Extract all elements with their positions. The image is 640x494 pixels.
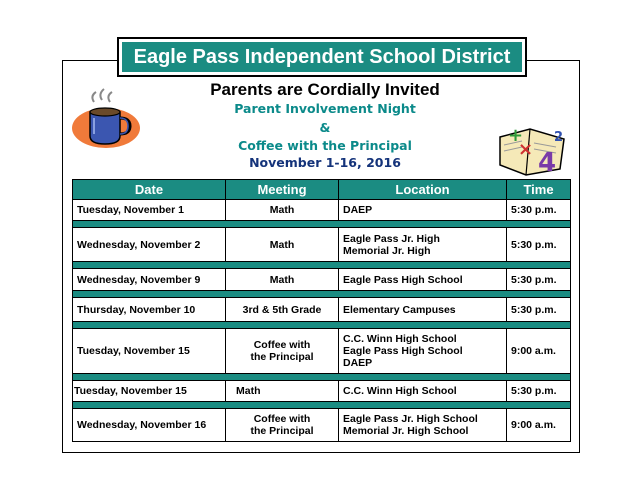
date-cell: Wednesday, November 9: [73, 269, 226, 291]
location-cell: Eagle Pass High School: [339, 269, 507, 291]
date-cell: Tuesday, November 15: [73, 329, 226, 374]
location-cell: C.C. Winn High School: [339, 381, 507, 402]
location-line: C.C. Winn High School: [343, 333, 457, 345]
district-title: Eagle Pass Independent School District: [122, 42, 522, 72]
location-line: Memorial Jr. High School: [343, 425, 469, 437]
meeting-line: Coffee with: [253, 339, 311, 351]
schedule-table: [72, 179, 571, 442]
table-row: [73, 329, 571, 374]
date-cell: Wednesday, November 2: [73, 228, 226, 262]
table-row: [73, 269, 571, 291]
location-cell: [339, 409, 507, 442]
table-row: [73, 200, 571, 221]
meeting-line: the Principal: [250, 351, 314, 363]
date-cell: Wednesday, November 16: [73, 409, 226, 442]
date-cell: Tuesday, November 15: [73, 381, 226, 402]
time-cell: 9:00 a.m.: [507, 409, 571, 442]
coffee-mug-icon: [72, 88, 142, 150]
event-title: Parent Involvement Night: [234, 101, 416, 116]
time-cell: 5:30 p.m.: [507, 200, 571, 221]
meeting-line: the Principal: [250, 425, 314, 437]
location-line: DAEP: [343, 357, 373, 369]
math-book-icon: [494, 115, 572, 177]
table-row: [73, 228, 571, 262]
meeting-cell: [226, 329, 339, 374]
svg-text:×: ×: [518, 139, 534, 160]
table-row: [73, 409, 571, 442]
meeting-cell: [226, 409, 339, 442]
time-cell: 5:30 p.m.: [507, 381, 571, 402]
meeting-cell: Math: [226, 269, 339, 291]
location-line: Memorial Jr. High: [343, 244, 431, 257]
event-dates: November 1-16, 2016: [249, 155, 401, 170]
location-line: Eagle Pass Jr. High School: [343, 413, 478, 425]
meeting-cell: Math: [226, 228, 339, 262]
event-title-2: Coffee with the Principal: [238, 138, 412, 153]
header-location: Location: [339, 180, 507, 200]
meeting-line: Coffee with: [253, 413, 311, 425]
table-row: [73, 381, 571, 402]
location-cell: DAEP: [339, 200, 507, 221]
table-row: [73, 298, 571, 322]
date-cell: Thursday, November 10: [73, 298, 226, 322]
meeting-cell: Math: [226, 200, 339, 221]
header-date: Date: [73, 180, 226, 200]
invite-heading: Parents are Cordially Invited: [210, 80, 440, 99]
location-cell: [339, 329, 507, 374]
meeting-cell: 3rd & 5th Grade: [226, 298, 339, 322]
location-line: Eagle Pass Jr. High: [343, 232, 440, 245]
location-line: Eagle Pass High School: [343, 345, 463, 357]
header-time: Time: [507, 180, 571, 200]
meeting-cell: Math: [226, 381, 339, 402]
ampersand: &: [319, 120, 331, 135]
svg-text:2: 2: [554, 130, 564, 145]
time-cell: 5:30 p.m.: [507, 228, 571, 262]
header-meeting: Meeting: [226, 180, 339, 200]
table-header-row: [73, 180, 571, 200]
date-cell: Tuesday, November 1: [73, 200, 226, 221]
location-cell: [339, 228, 507, 262]
location-cell: Elementary Campuses: [339, 298, 507, 322]
district-banner: [117, 37, 527, 77]
time-cell: 5:30 p.m.: [507, 298, 571, 322]
time-cell: 5:30 p.m.: [507, 269, 571, 291]
svg-text:4: 4: [538, 148, 557, 177]
time-cell: 9:00 a.m.: [507, 329, 571, 374]
svg-text:+: +: [508, 125, 524, 146]
